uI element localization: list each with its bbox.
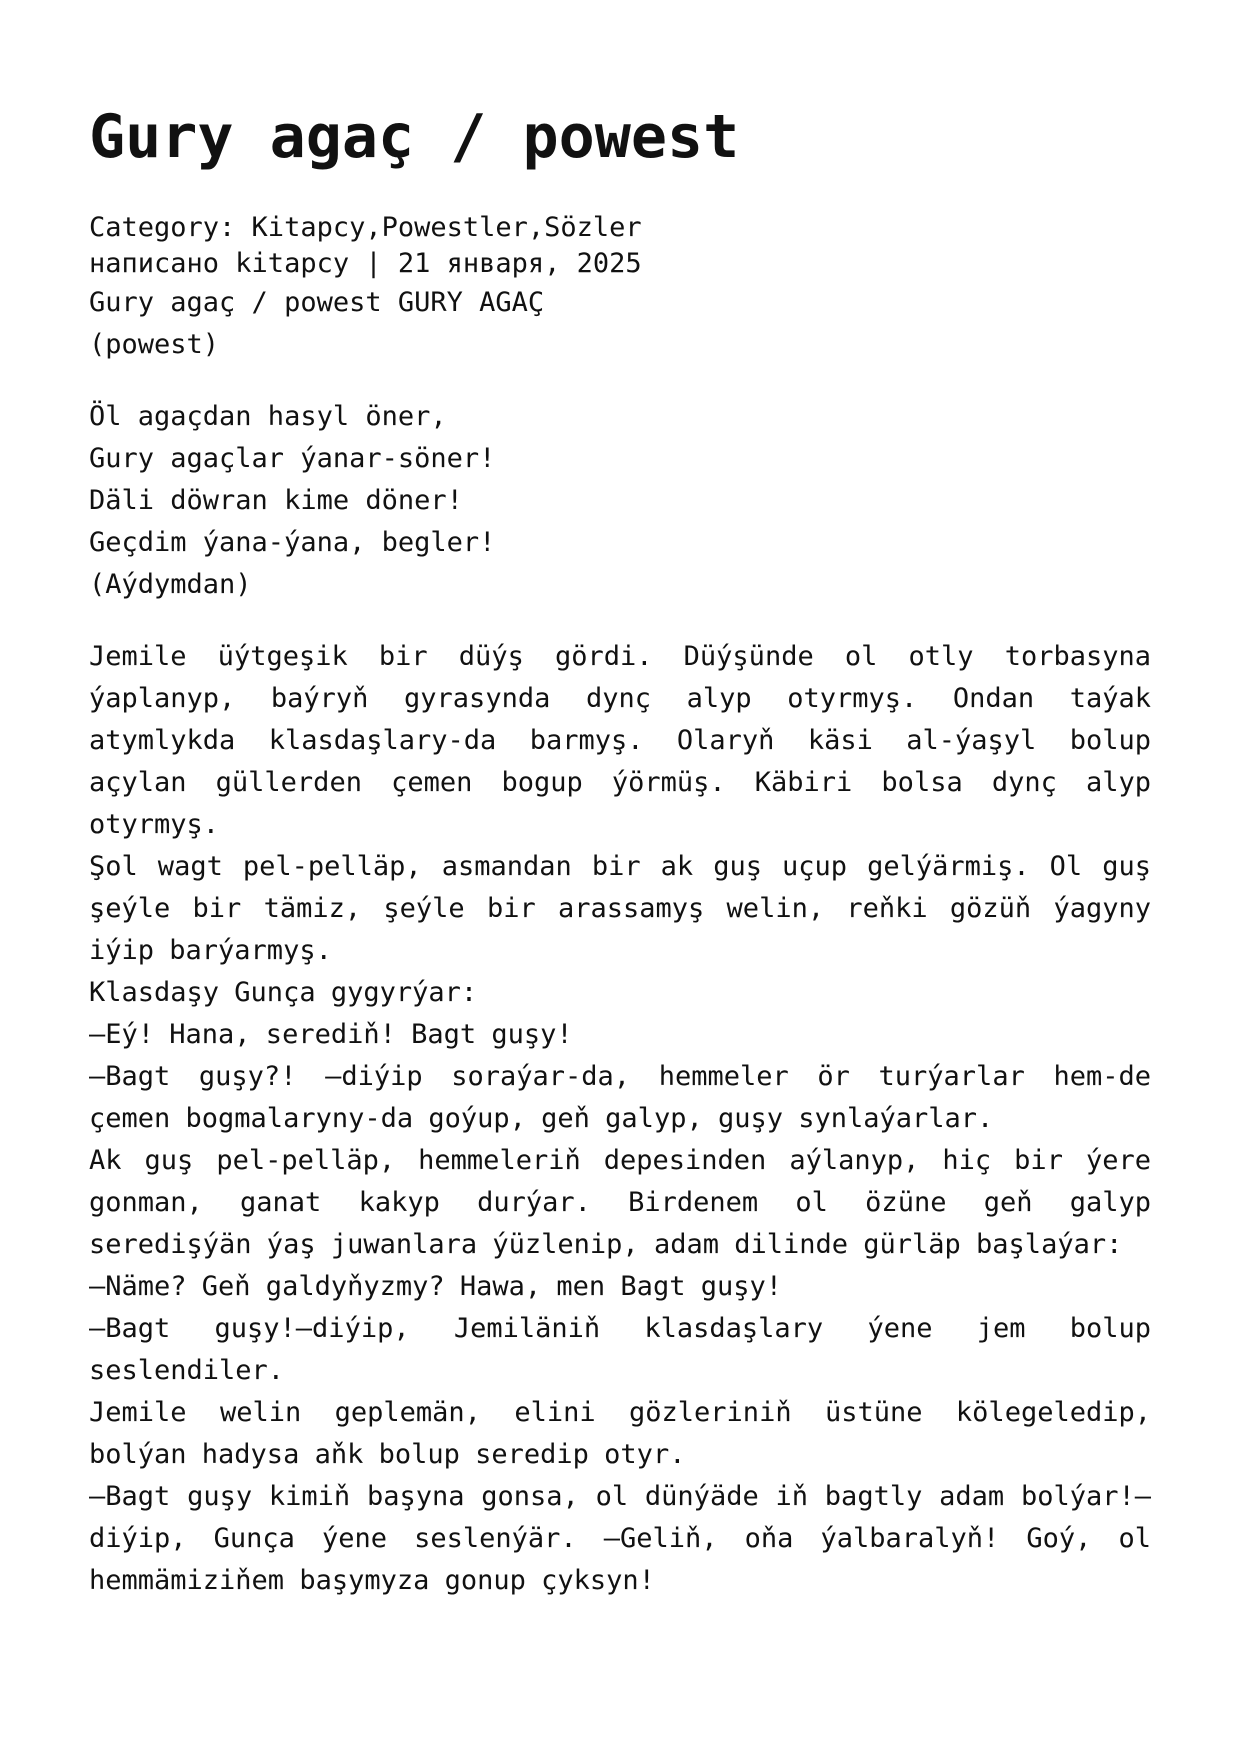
story-paragraph: Ak guş pel-pelläp, hemmeleriň depesinden aýlanyp, hiç bir ýere gonman, ganat kakyp durýar. Birdenem ol özüne geň galyp seredişýän ýaş juwanlara ýüzlenip, adam dilinde gürläp başlaýar: (89, 1145, 1151, 1260)
poem-source: (Aýdymdan) (89, 569, 252, 600)
story-paragraph: Jemile welin geplemän, elini gözleriniň üstüne kölegeledip, bolýan hadysa aňk bolup seredip otyr. (89, 1397, 1151, 1470)
intro-line: Gury agaç / powest GURY AGAÇ (89, 287, 545, 318)
poem-line: Däli döwran kime döner! (89, 485, 463, 516)
story-paragraph: Şol wagt pel-pelläp, asmandan bir ak guş uçup gelýärmiş. Ol guş şeýle bir tämiz, şeýle bir arassamyş welin, reňki gözüň ýagyny iýip barýarmyş. (89, 851, 1151, 966)
story-paragraph: —Bagt guşy kimiň başyna gonsa, ol dünýäde iň bagtly adam bolýar!—diýip, Gunça ýene seslenýär. —Geliň, oňa ýalbaralyň! Goý, ol hemmämiziňem başymyza gonup çyksyn! (89, 1481, 1151, 1596)
poem-line: Gury agaçlar ýanar-söner! (89, 443, 496, 474)
epigraph-poem (89, 396, 1151, 606)
page-title: Gury agaç / powest (89, 102, 740, 172)
poem-line: Öl agaçdan hasyl öner, (89, 401, 447, 432)
story-paragraph: —Bagt guşy!—diýip, Jemiläniň klasdaşlary ýene jem bolup seslendiler. (89, 1313, 1151, 1386)
category-line: Category: Kitapcy,Powestler,Sözler (89, 212, 642, 243)
story-paragraph: —Eý! Hana, serediň! Bagt guşy! (89, 1019, 573, 1050)
story-paragraph: Klasdaşy Gunça gygyrýar: (89, 977, 478, 1008)
article-meta (89, 210, 1151, 282)
story-paragraph: Jemile üýtgeşik bir düýş gördi. Düýşünde ol otly torbasyna ýaplanyp, baýryň gyrasynda dynç alyp otyrmyş. Ondan taýak atymlykda klasdaşlary-da barmyş. Olaryň käsi al-ýaşyl bolup açylan güllerden çemen bogup ýörmüş. Käbiri bolsa dynç alyp otyrmyş. (89, 641, 1151, 840)
genre-line: (powest) (89, 329, 220, 360)
story-paragraph: —Bagt guşy?! —diýip soraýar-da, hemmeler ör turýarlar hem-de çemen bogmalaryny-da goýup, geň galyp, guşy synlaýarlar. (89, 1061, 1151, 1134)
article-intro (89, 282, 1151, 366)
story-body (89, 636, 1151, 1602)
byline: написано kitapcy | 21 января, 2025 (89, 248, 642, 279)
story-paragraph: —Näme? Geň galdyňyzmy? Hawa, men Bagt guşy! (89, 1271, 782, 1302)
poem-line: Geçdim ýana-ýana, begler! (89, 527, 496, 558)
